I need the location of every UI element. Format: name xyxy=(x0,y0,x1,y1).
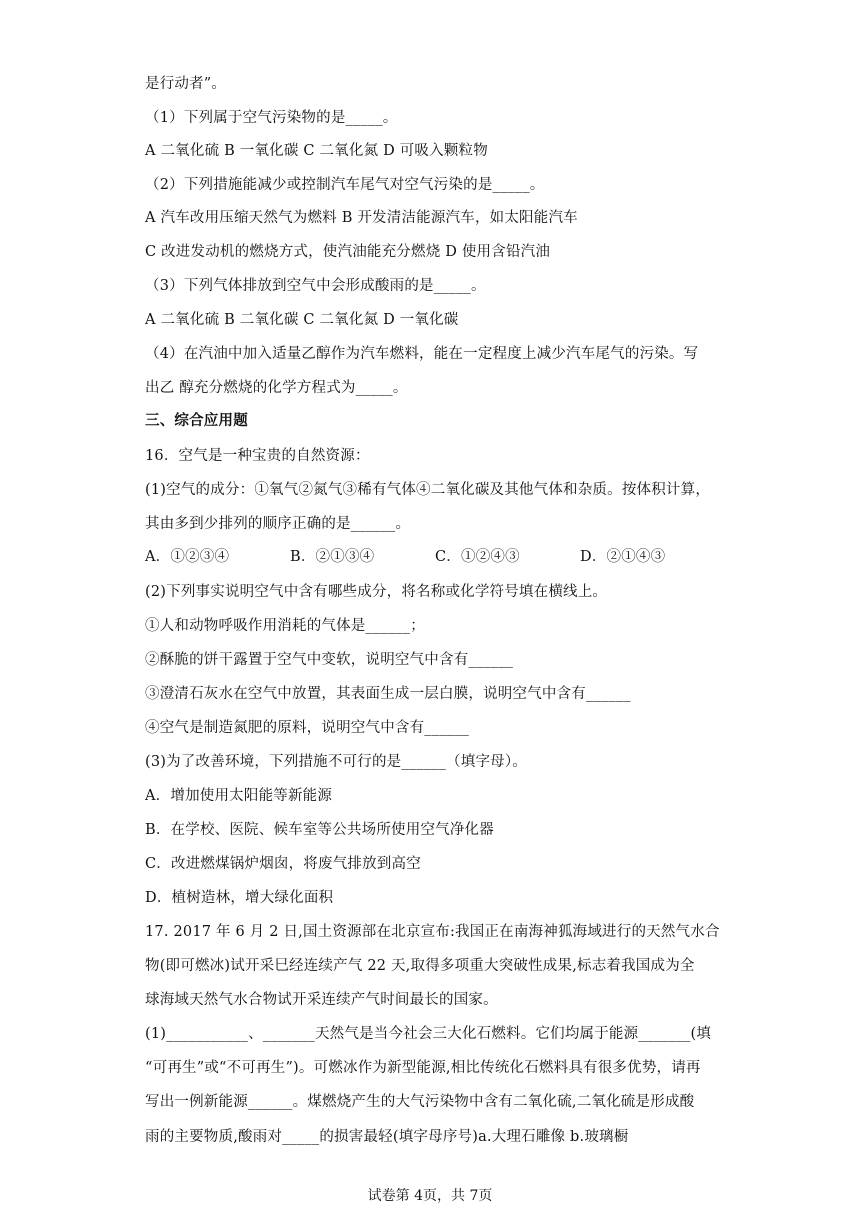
question-15-3: （3）下列气体排放到空气中会形成酸雨的是_____。 xyxy=(145,278,486,294)
question-16-3-option-d: D．植树造林，增大绿化面积 xyxy=(145,890,334,906)
option-a: A．①②③④ xyxy=(145,549,230,565)
options-15-1: A 二氧化硫 B 一氧化碳 C 二氧化氮 D 可吸入颗粒物 xyxy=(145,143,488,159)
question-16-1-line2: 其由多到少排列的顺序正确的是______。 xyxy=(145,516,411,532)
question-16-3: (3)为了改善环境，下列措施不可行的是______（填字母）。 xyxy=(145,754,527,770)
question-15-4-line2: 出乙 醇充分燃烧的化学方程式为_____。 xyxy=(145,380,408,396)
question-16-1-line1: (1)空气的成分：①氧气②氮气③稀有气体④二氧化碳及其他气体和杂质。按体积计算， xyxy=(145,482,711,498)
text-line: 是行动者”。 xyxy=(145,76,227,92)
question-16-stem: 16．空气是一种宝贵的自然资源： xyxy=(145,448,370,464)
question-15-1: （1）下列属于空气污染物的是_____。 xyxy=(145,110,398,126)
option-d: D．②①④③ xyxy=(580,549,666,565)
question-17-1-line4: 雨的主要物质,酸雨对_____的损害最轻(填字母序号)a.大理石雕像 b.玻璃橱 xyxy=(145,1129,629,1145)
options-15-2-ab: A 汽车改用压缩天然气为燃料 B 开发清洁能源汽车，如太阳能汽车 xyxy=(145,210,578,226)
question-17-line1: 17. 2017 年 6 月 2 日,国土资源部在北京宣布:我国正在南海神狐海域进行的天然气水合 xyxy=(145,924,720,940)
question-16-3-option-b: B．在学校、医院、候车室等公共场所使用空气净化器 xyxy=(145,822,494,838)
question-17-line3: 球海域天然气水合物试开采连续产气时间最长的国家。 xyxy=(145,992,498,1008)
question-15-4-line1: （4）在汽油中加入适量乙醇作为汽车燃料，能在一定程度上减少汽车尾气的污染。写 xyxy=(145,346,699,362)
options-15-3: A 二氧化硫 B 二氧化碳 C 二氧化氮 D 一氧化碳 xyxy=(145,312,459,328)
page-footer: 试卷第 4页，共 7页 xyxy=(367,1188,493,1204)
question-16-3-option-c: C．改进燃煤锅炉烟囱，将废气排放到高空 xyxy=(145,856,421,872)
question-16-1-options xyxy=(145,547,725,567)
question-16-2-b: ②酥脆的饼干露置于空气中变软，说明空气中含有______ xyxy=(145,652,514,668)
options-15-2-cd: C 改进发动机的燃烧方式，使汽油能充分燃烧 D 使用含铅汽油 xyxy=(145,244,551,260)
question-15-2: （2）下列措施能减少或控制汽车尾气对空气污染的是_____。 xyxy=(145,177,545,193)
section-heading: 三、综合应用题 xyxy=(145,412,248,429)
option-b: B．②①③④ xyxy=(290,549,375,565)
question-16-2-a: ①人和动物呼吸作用消耗的气体是______； xyxy=(145,618,425,634)
question-16-3-option-a: A．增加使用太阳能等新能源 xyxy=(145,788,333,804)
question-17-1-line3: 写出一例新能源______。煤燃烧产生的大气污染物中含有二氧化硫,二氧化硫是形成酸 xyxy=(145,1094,695,1110)
question-16-2-c: ③澄清石灰水在空气中放置，其表面生成一层白膜，说明空气中含有______ xyxy=(145,686,631,702)
question-16-2-d: ④空气是制造氮肥的原料，说明空气中含有______ xyxy=(145,720,469,736)
question-17-1-line2: “可再生”或“不可再生”)。可燃冰作为新型能源,相比传统化石燃料具有很多优势，请再 xyxy=(145,1060,701,1076)
question-17-line2: 物(即可燃冰)试开采巳经连续产气 22 天,取得多项重大突破性成果,标志着我国成为全 xyxy=(145,958,695,974)
option-c: C．①②④③ xyxy=(435,549,520,565)
question-17-1-line1: (1)___________、_______天然气是当今社会三大化石燃料。它们均属于能源_______(填 xyxy=(145,1026,712,1042)
question-16-2: (2)下列事实说明空气中含有哪些成分，将名称或化学符号填在横线上。 xyxy=(145,584,608,600)
